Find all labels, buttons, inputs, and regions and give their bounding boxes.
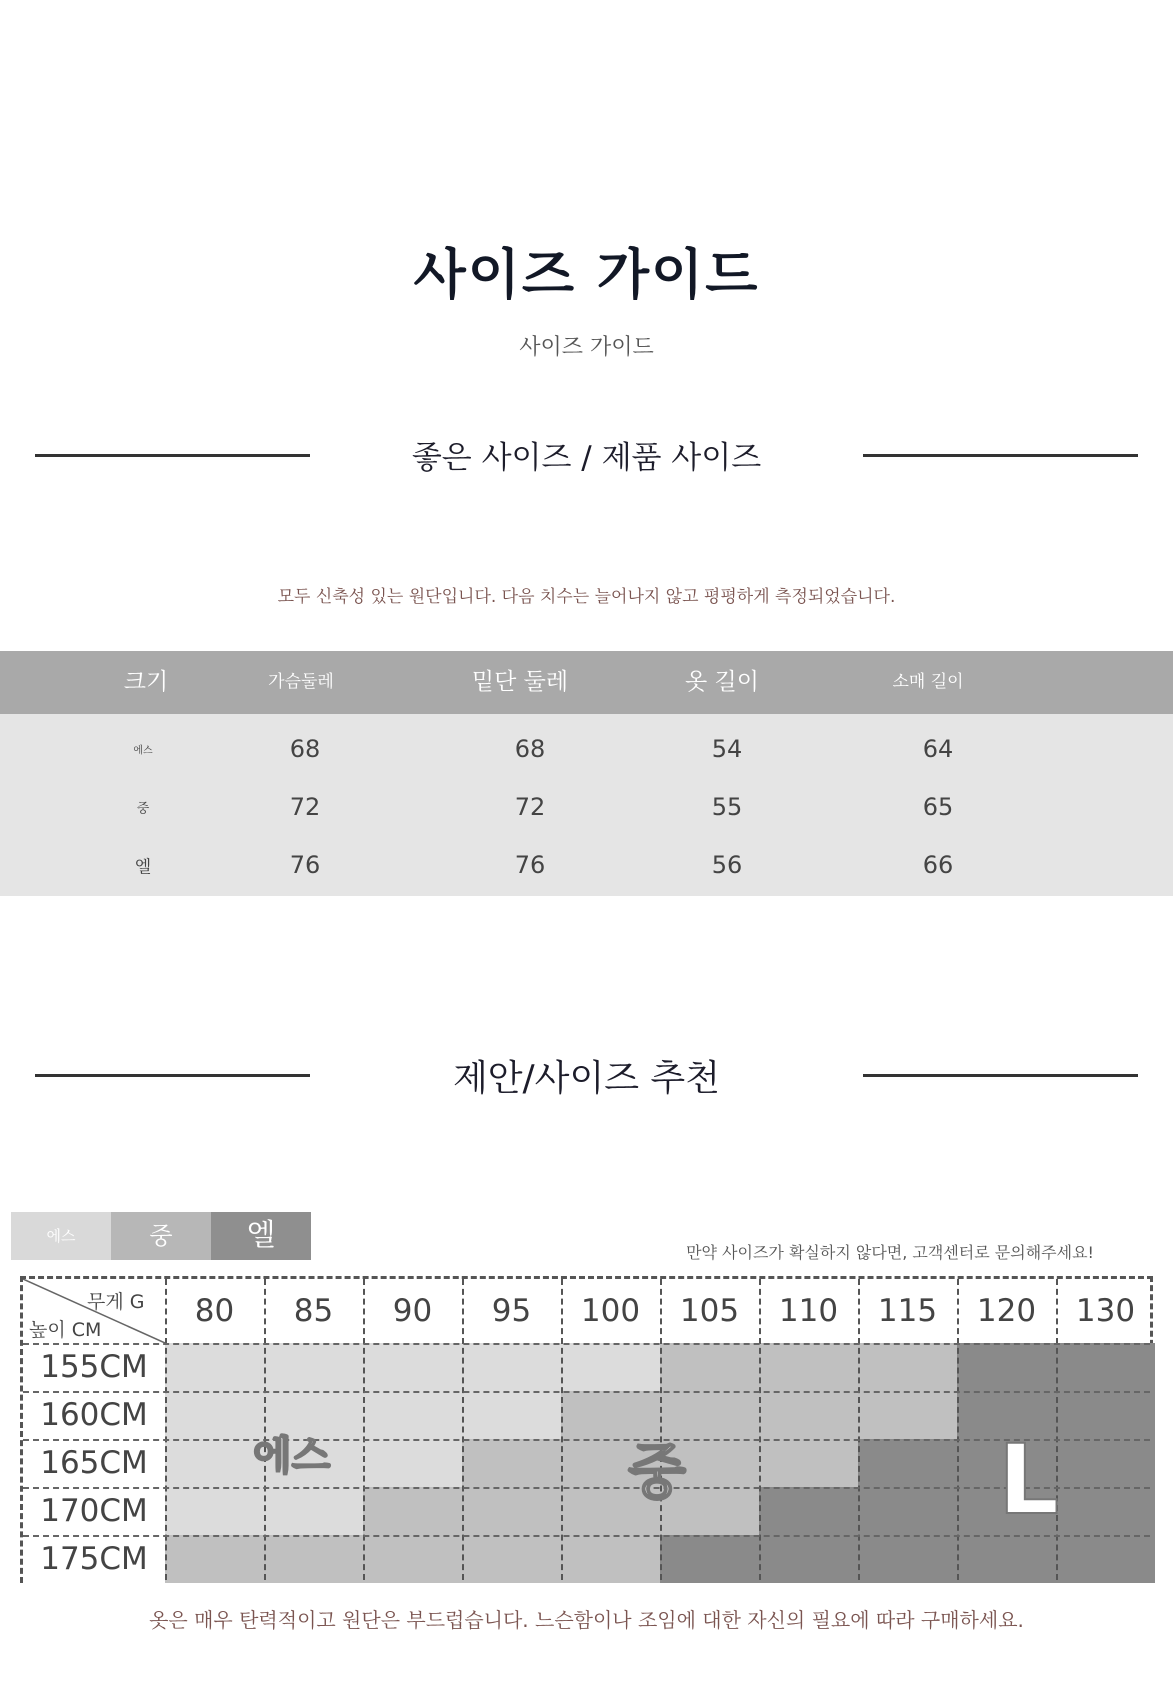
size-cell (957, 1535, 1056, 1583)
size-cell (759, 1343, 858, 1391)
page-subtitle: 사이즈 가이드 (519, 335, 654, 360)
legend-small: 에스 (11, 1212, 111, 1260)
size-cell (660, 1343, 759, 1391)
measurement-value: 76 (514, 851, 546, 879)
divider-left (35, 454, 310, 457)
size-cell (858, 1535, 957, 1583)
size-table (0, 651, 1173, 896)
size-cell (858, 1487, 957, 1535)
section2-title: 제안/사이즈 추천 (452, 1058, 720, 1099)
size-table-header (0, 651, 1173, 714)
size-cell (462, 1391, 561, 1439)
height-row-label: 170CM (23, 1487, 165, 1535)
size-cell (165, 1535, 264, 1583)
size-cell (1056, 1343, 1155, 1391)
size-zone-label: 에스 (253, 1433, 331, 1479)
size-table-body (0, 714, 1173, 896)
page-title: 사이즈 가이드 (413, 243, 760, 306)
measurement-value: 76 (289, 851, 321, 879)
grid-line (23, 1439, 1150, 1441)
size-cell (165, 1391, 264, 1439)
size-cell (858, 1343, 957, 1391)
fabric-note: 모두 신축성 있는 원단입니다. 다음 치수는 늘어나지 않고 평평하게 측정되었습니다. (277, 587, 896, 607)
divider-right (863, 454, 1138, 457)
size-cell (561, 1535, 660, 1583)
size-cell (264, 1487, 363, 1535)
header-size: 크기 (123, 669, 169, 695)
size-cell (858, 1439, 957, 1487)
grid-line (23, 1535, 1150, 1537)
size-cell (462, 1535, 561, 1583)
size-cell (264, 1343, 363, 1391)
size-cell (363, 1439, 462, 1487)
weight-header: 110 (778, 1293, 839, 1329)
header-sleeve: 소매 길이 (892, 672, 964, 692)
measurement-value: 68 (289, 735, 321, 763)
measurement-value: 72 (289, 793, 321, 821)
height-row-label: 155CM (23, 1343, 165, 1391)
grid-line (23, 1391, 1150, 1393)
weight-header: 85 (293, 1293, 334, 1329)
measurement-value: 64 (922, 735, 954, 763)
weight-header: 115 (877, 1293, 938, 1329)
height-row-label: 175CM (23, 1535, 165, 1583)
weight-header: 100 (580, 1293, 641, 1329)
size-cell (561, 1343, 660, 1391)
divider-right-2 (863, 1074, 1138, 1077)
header-length: 옷 길이 (685, 669, 759, 695)
weight-header: 130 (1075, 1293, 1136, 1329)
size-cell (1056, 1487, 1155, 1535)
size-zone-label: L (998, 1424, 1060, 1536)
size-cell (363, 1391, 462, 1439)
measurement-value: 68 (514, 735, 546, 763)
measurement-value: 72 (514, 793, 546, 821)
size-cell (363, 1343, 462, 1391)
legend-large: 엘 (211, 1212, 311, 1260)
legend-medium: 중 (111, 1212, 211, 1260)
size-cell (759, 1439, 858, 1487)
size-cell (1056, 1535, 1155, 1583)
grid-line (23, 1343, 1150, 1345)
corner-height-label: 높이 CM (29, 1319, 102, 1341)
size-cell (759, 1487, 858, 1535)
size-cell (264, 1535, 363, 1583)
size-row-label: 엘 (134, 857, 152, 878)
size-cell (462, 1487, 561, 1535)
size-cell (165, 1343, 264, 1391)
size-cell (759, 1535, 858, 1583)
weight-header: 80 (194, 1293, 235, 1329)
size-cell (1056, 1439, 1155, 1487)
size-cell (858, 1391, 957, 1439)
weight-header: 95 (491, 1293, 532, 1329)
header-hem: 밑단 둘레 (471, 669, 569, 695)
size-cell (462, 1343, 561, 1391)
size-cell (165, 1487, 264, 1535)
weight-header: 120 (976, 1293, 1037, 1329)
footer-note: 옷은 매우 탄력적이고 원단은 부드럽습니다. 느슨함이나 조임에 대한 자신의 필요에 따라 구매하세요. (149, 1608, 1024, 1632)
size-cell (462, 1439, 561, 1487)
size-legend (11, 1212, 311, 1260)
size-zone-label: 중 (628, 1438, 686, 1508)
height-row-label: 165CM (23, 1439, 165, 1487)
weight-header: 105 (679, 1293, 740, 1329)
height-row-label: 160CM (23, 1391, 165, 1439)
header-chest: 가슴둘레 (268, 672, 334, 692)
measurement-value: 65 (922, 793, 954, 821)
corner-weight-label: 무게 G (87, 1291, 145, 1313)
weight-header: 90 (392, 1293, 433, 1329)
recommend-grid (20, 1276, 1153, 1583)
size-row-label: 중 (136, 801, 150, 817)
section1-title: 좋은 사이즈 / 제품 사이즈 (411, 440, 762, 476)
measurement-value: 54 (711, 735, 743, 763)
size-cell (660, 1535, 759, 1583)
size-cell (759, 1391, 858, 1439)
contact-note: 만약 사이즈가 확실하지 않다면, 고객센터로 문의해주세요! (686, 1243, 1094, 1262)
measurement-value: 55 (711, 793, 743, 821)
measurement-value: 56 (711, 851, 743, 879)
measurement-value: 66 (922, 851, 954, 879)
size-cell (957, 1343, 1056, 1391)
size-row-label: 에스 (133, 745, 153, 757)
divider-left-2 (35, 1074, 310, 1077)
size-cell (165, 1439, 264, 1487)
grid-line (23, 1487, 1150, 1489)
size-cell (1056, 1391, 1155, 1439)
size-cell (363, 1487, 462, 1535)
size-cell (363, 1535, 462, 1583)
